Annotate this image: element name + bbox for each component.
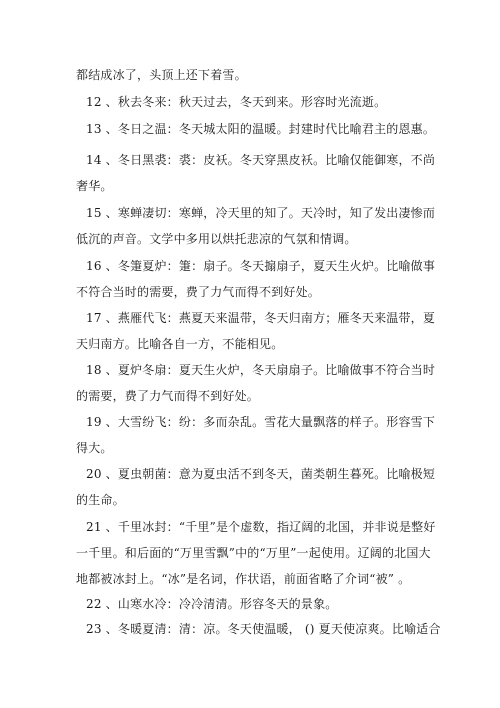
text-line: 奢华。 [76,179,113,193]
entry-21 [76,514,438,592]
entry-13 [76,116,438,142]
text-line: 都结成冰了，头顶上还下着雪。 [76,68,247,82]
text-line: 21 、千里冰封：“千里”是个虚数，指辽阔的北国，并非说是整好 [86,520,436,534]
text-line: 20 、夏虫朝菌：意为夏虫活不到冬天，菌类朝生暮死。比喻极短 [86,467,436,481]
text-line: 不符合当时的需要，费了力气而得不到好处。 [76,285,321,299]
text-line: 16 、冬箑夏炉：箑：扇子。冬天搧扇子，夏天生火炉。比喻做事 [86,259,436,273]
text-line: 天归南方。比喻各自一方，不能相见。 [76,337,284,351]
entry-20 [76,461,438,513]
text-line: 18 、夏炉冬扇：夏天生火炉，冬天扇扇子。比喻做事不符合当时 [86,363,436,377]
text-line: 14 、冬日黑裘：裘：皮袄。冬天穿黑皮袄。比喻仅能御寒，不尚 [86,153,436,167]
text-line: 12 、秋去冬来：秋天过去，冬天到来。形容时光流逝。 [86,95,387,109]
entry-17 [76,305,438,357]
text-line: 15 、寒蝉凄切：寒蝉，冷天里的知了。天冷时，知了发出凄惨而 [86,206,436,220]
paragraph-continuation [76,62,428,88]
entry-22 [76,591,438,617]
text-line: 22 、山寒水冷：冷冷清清。形容冬天的景象。 [86,597,338,611]
text-line: 的需要，费了力气而得不到好处。 [76,389,260,403]
entry-18 [76,357,438,409]
text-line: 低沉的声音。文学中多用以烘托悲凉的气氛和情调。 [76,232,357,246]
entry-12 [76,89,438,115]
text-line: 23 、冬暖夏清：清：凉。冬天使温暖， () 夏天使凉爽。比喻适合 [86,622,441,636]
text-line: 一千里。和后面的“万里雪飘”中的“万里”一起使用。辽阔的北国大 [76,546,431,560]
text-line: 地都被冰封上。“冰”是名词，作状语，前面省略了介词“被” 。 [76,572,411,586]
text-line: 得大。 [76,441,113,455]
text-line: 19 、大雪纷飞：纷：多而杂乱。雪花大量飘落的样子。形容雪下 [86,415,436,429]
entry-14 [76,147,438,199]
text-line: 的生命。 [76,493,125,507]
entry-19 [76,409,438,461]
text-line: 17 、燕雁代飞：燕夏天来温带，冬天归南方；雁冬天来温带，夏 [86,311,436,325]
text-line: 13 、冬日之温：冬天城太阳的温暖。封建时代比喻君主的恩惠。 [86,122,436,136]
entry-16 [76,253,438,305]
entry-23 [76,616,441,642]
entry-15 [76,200,438,252]
